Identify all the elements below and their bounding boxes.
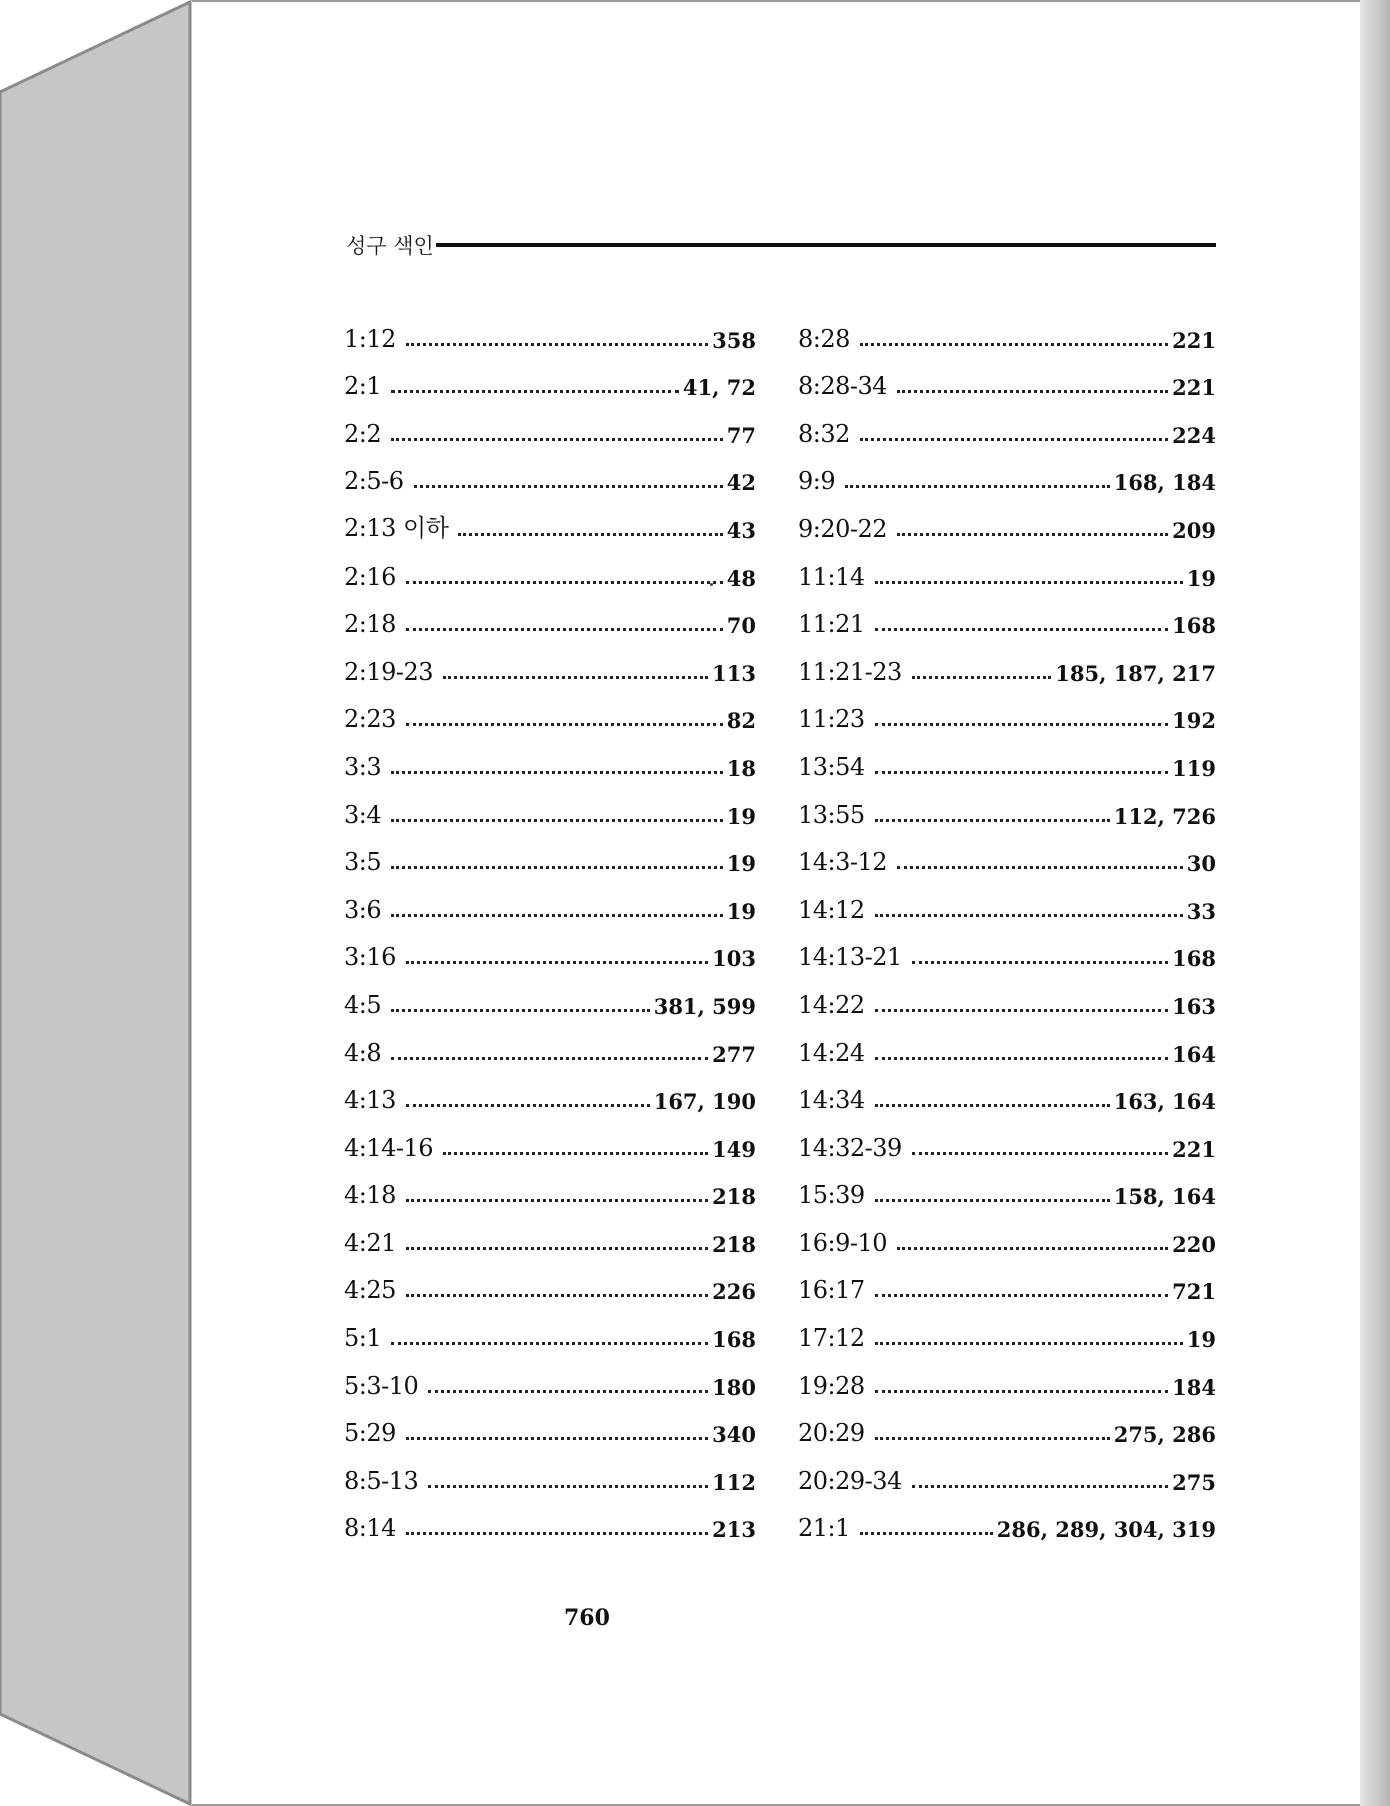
page-references: 168: [1172, 946, 1216, 972]
dot-leader: [406, 1437, 708, 1440]
verse-reference: 2:1: [344, 372, 382, 401]
verse-reference: 14:34: [798, 1086, 865, 1115]
page-references: 218: [712, 1231, 756, 1257]
index-entry: [798, 1447, 1216, 1495]
verse-reference: 14:24: [798, 1038, 865, 1067]
index-entry: [344, 876, 756, 924]
dot-leader: [897, 1247, 1168, 1250]
index-entry: [344, 829, 756, 877]
index-entry: [798, 733, 1216, 781]
verse-reference: 8:28: [798, 324, 850, 353]
page-references: 19: [1186, 1327, 1216, 1353]
index-entry: [798, 638, 1216, 686]
page-references: 112: [712, 1469, 756, 1495]
dot-leader: [875, 581, 1183, 584]
dot-leader: [391, 1057, 708, 1060]
page-references: 41, 72: [682, 375, 756, 401]
dot-leader: [875, 628, 1168, 631]
index-entry: [344, 1114, 756, 1162]
page-references: 112, 726: [1113, 803, 1216, 829]
index-entry: [798, 591, 1216, 639]
dot-leader: [875, 914, 1183, 917]
index-entry: [798, 971, 1216, 1019]
dot-leader: [860, 343, 1168, 346]
dot-leader: [875, 819, 1110, 822]
page-references: 192: [1172, 708, 1216, 734]
verse-reference: 11:21-23: [798, 657, 902, 686]
verse-reference: 3:16: [344, 943, 396, 972]
verse-reference: 4:14-16: [344, 1133, 434, 1162]
index-column-left: [344, 305, 756, 1542]
dot-leader: [897, 866, 1183, 869]
page-references: 358: [712, 327, 756, 353]
verse-reference: 13:55: [798, 800, 865, 829]
page-references: 163: [1172, 993, 1216, 1019]
page-references: 221: [1172, 327, 1216, 353]
dot-leader: [428, 1390, 708, 1393]
page-number: 760: [564, 1605, 610, 1631]
index-entry: [798, 781, 1216, 829]
index-entry: [798, 1209, 1216, 1257]
dot-leader: [406, 1199, 708, 1202]
page-references: 33: [1186, 898, 1216, 924]
verse-reference: 2:16: [344, 562, 396, 591]
verse-reference: 3:5: [344, 848, 382, 877]
page-references: 721: [1172, 1279, 1216, 1305]
index-entry: [798, 876, 1216, 924]
dot-leader: [391, 866, 723, 869]
page-references: 18: [726, 755, 756, 781]
index-entry: [798, 1067, 1216, 1115]
page-references: 184: [1172, 1374, 1216, 1400]
verse-reference: 17:12: [798, 1324, 865, 1353]
page-references: 180: [712, 1374, 756, 1400]
dot-leader: [406, 1247, 708, 1250]
index-entry: [798, 1304, 1216, 1352]
page-references: 77: [726, 422, 756, 448]
verse-reference: 11:21: [798, 610, 865, 639]
page-references: 226: [712, 1279, 756, 1305]
index-entry: [344, 400, 756, 448]
dot-leader: [406, 1104, 650, 1107]
verse-reference: 4:21: [344, 1228, 396, 1257]
verse-reference: 4:13: [344, 1086, 396, 1115]
dot-leader: [406, 343, 708, 346]
page-references: 158, 164: [1113, 1184, 1216, 1210]
index-entry: [344, 686, 756, 734]
dot-leader: [897, 533, 1168, 536]
dot-leader: [875, 771, 1168, 774]
verse-reference: 2:19-23: [344, 657, 434, 686]
dot-leader: [875, 1294, 1168, 1297]
page-references: 48: [726, 565, 756, 591]
page-references: 220: [1172, 1231, 1216, 1257]
page-references: 119: [1172, 755, 1216, 781]
verse-reference: 8:5-13: [344, 1466, 419, 1495]
page-references: 286, 289, 304, 319: [996, 1517, 1216, 1543]
verse-reference: 4:8: [344, 1038, 382, 1067]
index-entry: [344, 1067, 756, 1115]
verse-reference: 14:32-39: [798, 1133, 902, 1162]
dot-leader: [443, 676, 708, 679]
dot-leader: [875, 1390, 1168, 1393]
index-entry: [344, 924, 756, 972]
verse-reference: 16:17: [798, 1276, 865, 1305]
index-entry: [344, 1400, 756, 1448]
index-entry: [798, 448, 1216, 496]
index-entry: [344, 971, 756, 1019]
index-entry: [344, 1352, 756, 1400]
dot-leader: [414, 485, 723, 488]
verse-reference: 14:12: [798, 895, 865, 924]
page-references: 275: [1172, 1469, 1216, 1495]
dot-leader: [458, 533, 722, 536]
book-spine: [0, 0, 192, 1806]
dot-leader: [391, 1009, 650, 1012]
verse-reference: 5:29: [344, 1419, 396, 1448]
section-title: 성구 색인: [346, 234, 434, 258]
page-references: 168, 184: [1113, 470, 1216, 496]
index-entry: [344, 1495, 756, 1543]
dot-leader: [391, 914, 723, 917]
index-entry: [344, 638, 756, 686]
page-references: 168: [712, 1327, 756, 1353]
page-references: 277: [712, 1041, 756, 1067]
page-references: 275, 286: [1113, 1422, 1216, 1448]
page-references: 221: [1172, 1136, 1216, 1162]
dot-leader: [406, 1532, 708, 1535]
dot-leader: [912, 961, 1168, 964]
verse-reference: 8:14: [344, 1514, 396, 1543]
verse-reference: 14:22: [798, 990, 865, 1019]
section-header: [346, 230, 1216, 260]
page-references: 19: [726, 898, 756, 924]
page-references: 113: [712, 660, 756, 686]
dot-leader: [860, 438, 1168, 441]
verse-reference: 3:3: [344, 752, 382, 781]
index-entry: [798, 1162, 1216, 1210]
index-entry: [344, 1209, 756, 1257]
verse-reference: 11:23: [798, 705, 865, 734]
page-references: 164: [1172, 1041, 1216, 1067]
page-references: 213: [712, 1517, 756, 1543]
verse-reference: 20:29: [798, 1419, 865, 1448]
page-references: 30: [1186, 851, 1216, 877]
verse-reference: 20:29-34: [798, 1466, 902, 1495]
index-entry: [798, 1019, 1216, 1067]
verse-reference: 13:54: [798, 752, 865, 781]
dot-leader: [428, 1485, 708, 1488]
index-entry: [344, 1019, 756, 1067]
index-entry: [798, 305, 1216, 353]
dot-leader: [912, 1485, 1168, 1488]
verse-reference: 2:18: [344, 610, 396, 639]
page-references: 224: [1172, 422, 1216, 448]
index-entry: [344, 353, 756, 401]
print-speck: [710, 583, 713, 586]
page-references: 43: [726, 517, 756, 543]
dot-leader: [875, 1437, 1110, 1440]
index-entry: [344, 543, 756, 591]
page-references: 221: [1172, 375, 1216, 401]
index-entry: [798, 1352, 1216, 1400]
dot-leader: [406, 723, 723, 726]
page-references: 218: [712, 1184, 756, 1210]
header-rule: [436, 243, 1216, 247]
verse-reference: 11:14: [798, 562, 865, 591]
index-entry: [344, 448, 756, 496]
page-references: 340: [712, 1422, 756, 1448]
verse-reference: 8:32: [798, 419, 850, 448]
dot-leader: [897, 390, 1168, 393]
dot-leader: [391, 390, 679, 393]
page-references: 168: [1172, 613, 1216, 639]
verse-reference: 16:9-10: [798, 1228, 888, 1257]
dot-leader: [391, 438, 723, 441]
dot-leader: [391, 771, 723, 774]
dot-leader: [875, 1057, 1168, 1060]
index-entry: [798, 1400, 1216, 1448]
index-entry: [344, 1257, 756, 1305]
index-entry: [344, 495, 756, 543]
dot-leader: [875, 1009, 1168, 1012]
dot-leader: [443, 1152, 708, 1155]
index-entry: [798, 829, 1216, 877]
verse-reference: 2:23: [344, 705, 396, 734]
index-entry: [344, 305, 756, 353]
page-references: 381, 599: [653, 993, 756, 1019]
index-entry: [344, 781, 756, 829]
index-entry: [798, 1495, 1216, 1543]
dot-leader: [406, 1294, 708, 1297]
verse-reference: 2:13 이하: [344, 513, 449, 542]
index-entry: [798, 924, 1216, 972]
index-entry: [798, 400, 1216, 448]
index-entry: [798, 686, 1216, 734]
index-entry: [344, 1162, 756, 1210]
page-references: 209: [1172, 517, 1216, 543]
dot-leader: [406, 628, 723, 631]
page-references: 19: [1186, 565, 1216, 591]
dot-leader: [875, 723, 1168, 726]
verse-reference: 5:1: [344, 1324, 382, 1353]
verse-reference: 3:4: [344, 800, 382, 829]
dot-leader: [391, 1342, 708, 1345]
index-entry: [344, 1304, 756, 1352]
verse-reference: 1:12: [344, 324, 396, 353]
index-entry: [344, 733, 756, 781]
dot-leader: [875, 1104, 1110, 1107]
book-page: [192, 0, 1374, 1806]
verse-reference: 2:5-6: [344, 467, 404, 496]
dot-leader: [406, 581, 723, 584]
dot-leader: [912, 1152, 1168, 1155]
verse-reference: 2:2: [344, 419, 382, 448]
verse-reference: 9:20-22: [798, 514, 888, 543]
page-references: 149: [712, 1136, 756, 1162]
page-references: 167, 190: [653, 1089, 756, 1115]
index-entry: [798, 353, 1216, 401]
verse-reference: 4:18: [344, 1181, 396, 1210]
dot-leader: [875, 1199, 1110, 1202]
verse-reference: 3:6: [344, 895, 382, 924]
verse-reference: 14:3-12: [798, 848, 888, 877]
dot-leader: [391, 819, 723, 822]
index-column-right: [798, 305, 1216, 1542]
page-references: 19: [726, 851, 756, 877]
dot-leader: [860, 1532, 993, 1535]
verse-reference: 4:25: [344, 1276, 396, 1305]
verse-reference: 9:9: [798, 467, 836, 496]
verse-reference: 14:13-21: [798, 943, 902, 972]
verse-reference: 21:1: [798, 1514, 850, 1543]
page-references: 163, 164: [1113, 1089, 1216, 1115]
verse-reference: 15:39: [798, 1181, 865, 1210]
index-entry: [798, 1257, 1216, 1305]
dot-leader: [875, 1342, 1183, 1345]
page-references: 185, 187, 217: [1055, 660, 1216, 686]
index-entry: [798, 495, 1216, 543]
verse-reference: 5:3-10: [344, 1371, 419, 1400]
verse-reference: 8:28-34: [798, 372, 888, 401]
index-entry: [798, 543, 1216, 591]
dot-leader: [912, 676, 1051, 679]
verse-reference: 19:28: [798, 1371, 865, 1400]
index-entry: [344, 1447, 756, 1495]
dot-leader: [845, 485, 1110, 488]
page-edge-shadow: [1360, 0, 1390, 1806]
verse-reference: 4:5: [344, 990, 382, 1019]
page-references: 19: [726, 803, 756, 829]
page-references: 82: [726, 708, 756, 734]
page-references: 42: [726, 470, 756, 496]
page-references: 103: [712, 946, 756, 972]
index-entry: [798, 1114, 1216, 1162]
index-entry: [344, 591, 756, 639]
dot-leader: [406, 961, 708, 964]
page-references: 70: [726, 613, 756, 639]
